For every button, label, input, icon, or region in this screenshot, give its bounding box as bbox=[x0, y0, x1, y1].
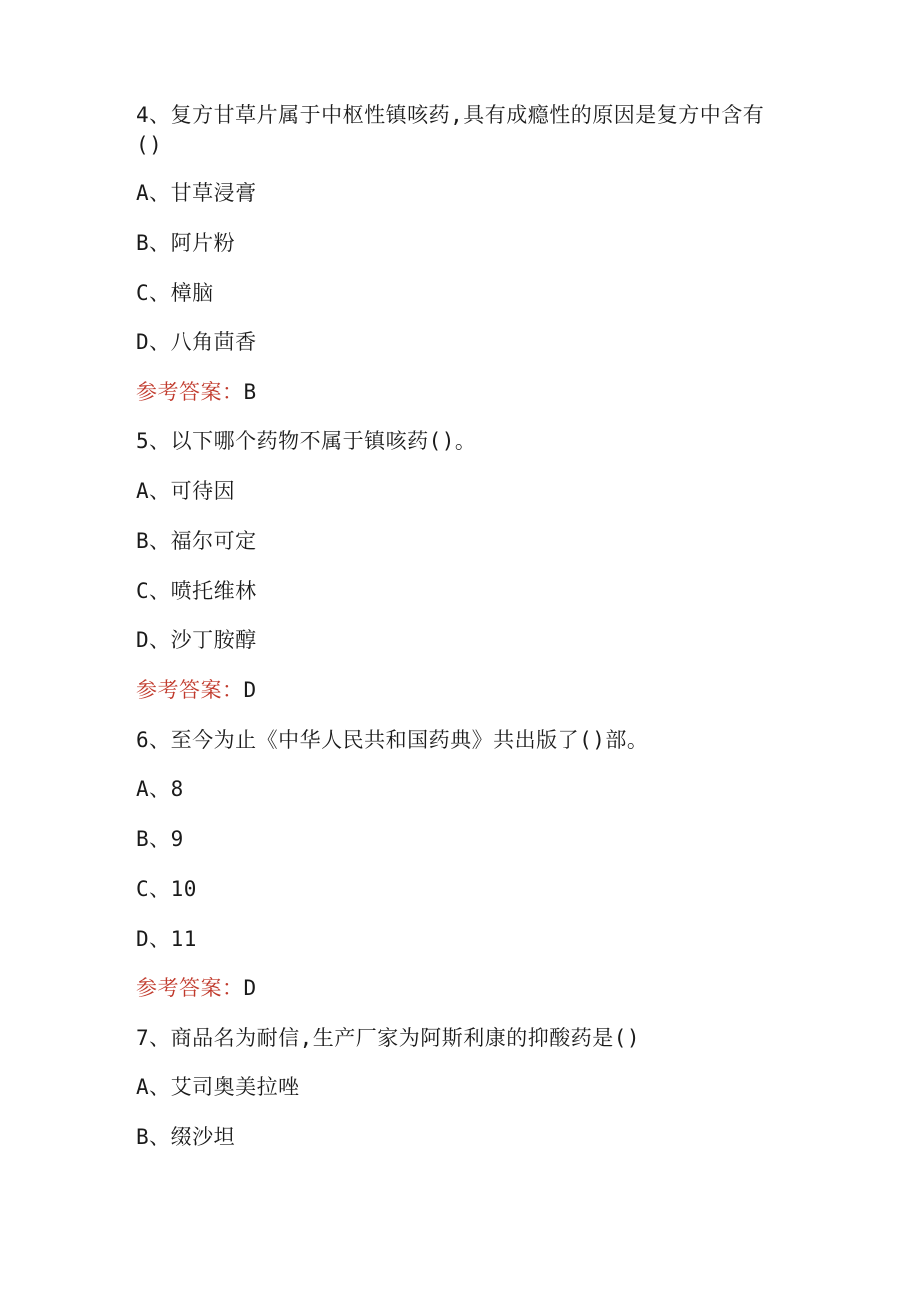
question-5-option-a: A、可待因 bbox=[136, 479, 236, 503]
question-5-answer bbox=[136, 675, 860, 705]
answer-value: B bbox=[243, 380, 257, 404]
answer-value: D bbox=[243, 678, 257, 702]
question-6-answer bbox=[136, 973, 860, 1003]
answer-value: D bbox=[243, 976, 257, 1000]
question-6-stem: 6、至今为止《中华人民共和国药典》共出版了()部。 bbox=[136, 728, 649, 752]
question-6-option-c: C、10 bbox=[136, 877, 197, 901]
question-7-option-a: A、艾司奥美拉唑 bbox=[136, 1075, 300, 1099]
question-4-stem-line-1: 4、复方甘草片属于中枢性镇咳药,具有成瘾性的原因是复方中含有 bbox=[136, 103, 765, 127]
question-6-option-b: B、9 bbox=[136, 827, 184, 851]
question-5-option-d: D、沙丁胺醇 bbox=[136, 628, 257, 652]
question-4-option-b: B、阿片粉 bbox=[136, 231, 236, 255]
answer-label: 参考答案： bbox=[136, 678, 244, 702]
question-5-option-b: B、福尔可定 bbox=[136, 529, 257, 553]
answer-label: 参考答案： bbox=[136, 976, 244, 1000]
question-6-option-a: A、8 bbox=[136, 777, 184, 801]
question-7-stem: 7、商品名为耐信,生产厂家为阿斯利康的抑酸药是() bbox=[136, 1026, 641, 1050]
question-4-answer bbox=[136, 377, 860, 407]
question-5-option-c: C、喷托维林 bbox=[136, 579, 257, 603]
question-4-stem-line-2: () bbox=[136, 133, 163, 157]
question-7-option-b: B、缀沙坦 bbox=[136, 1125, 236, 1149]
question-4-option-a: A、甘草浸膏 bbox=[136, 181, 257, 205]
question-4-option-c: C、樟脑 bbox=[136, 281, 214, 305]
question-4-option-d: D、八角茴香 bbox=[136, 330, 257, 354]
question-6-option-d: D、11 bbox=[136, 927, 197, 951]
answer-label: 参考答案： bbox=[136, 380, 244, 404]
question-5-stem: 5、以下哪个药物不属于镇咳药()。 bbox=[136, 429, 477, 453]
